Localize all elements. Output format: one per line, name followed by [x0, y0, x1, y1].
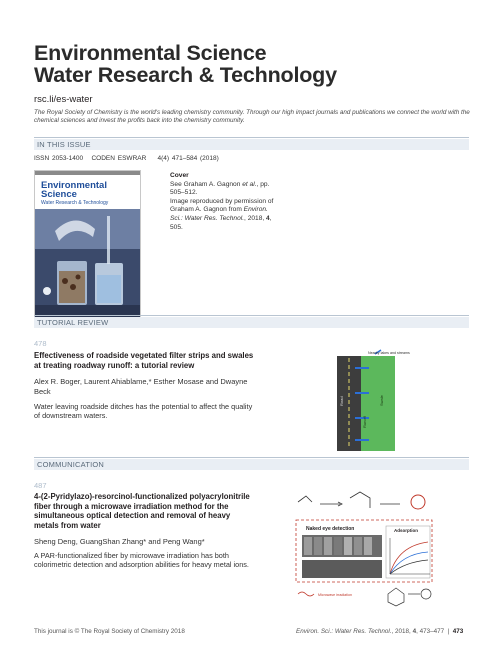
- article-graphic-fiber: [290, 490, 440, 610]
- journal-url[interactable]: rsc.li/es-water: [34, 94, 93, 105]
- graphic-label-microwave: Microwave irradiation: [318, 593, 352, 597]
- cover-title-2: Science: [41, 189, 77, 200]
- article-page-number: 478: [34, 339, 47, 348]
- article-abstract: Water leaving roadside ditches has the potential to affect the quality of downstream waters.: [34, 402, 253, 421]
- volume: 4(4) 471–584 (2018): [157, 155, 219, 162]
- issue-meta: [34, 155, 219, 162]
- footer-copyright: This journal is © The Royal Society of Chemistry 2018: [34, 628, 185, 635]
- graphic-label-road: Road: [339, 396, 344, 406]
- cover-see: See Graham A. Gagnon et al., pp. 505–512.: [170, 180, 270, 197]
- cover-caption: [170, 172, 280, 232]
- cover-image[interactable]: [34, 170, 141, 320]
- graphic-label-naked-eye: Naked eye detection: [306, 526, 355, 532]
- article-page-number: 487: [34, 481, 47, 490]
- article-title[interactable]: Effectiveness of roadside vegetated filter strips and swales at treating roadway runoff: a tutorial review: [34, 351, 254, 370]
- section-in-this-issue: IN THIS ISSUE: [34, 139, 469, 150]
- article-abstract: A PAR-functionalized fiber by microwave irradiation has both colorimetric detection and adsorption abilities for heavy metal ions.: [34, 551, 249, 570]
- graphic-label-runoff: Runoff: [362, 416, 367, 428]
- footer-separator: |: [447, 628, 450, 635]
- journal-title-line1: Environmental Science: [34, 41, 267, 65]
- coden: CODEN ESWRAR: [91, 155, 147, 162]
- graphic-label-swale: Swale: [379, 395, 384, 406]
- cover-title-3: Water Research & Technology: [41, 200, 109, 206]
- section-communication: COMMUNICATION: [34, 459, 469, 470]
- article-authors: Alex R. Boger, Laurent Ahiablame,* Esther Mosase and Dwayne Beck: [34, 377, 248, 396]
- cover-title-1: Environmental: [41, 180, 107, 191]
- article-graphic-roadside: [335, 348, 433, 451]
- graphic-label-lakes: Nearby lakes and streams: [368, 351, 410, 355]
- section-rule: [34, 457, 469, 458]
- journal-blurb: The Royal Society of Chemistry is the world's leading chemistry community. Through our high impact journals and publications we connect the world with the chemical sciences and invest the profits back into the chemistry community.: [34, 109, 470, 125]
- cover-heading: Cover: [170, 172, 189, 179]
- section-tutorial-review: TUTORIAL REVIEW: [34, 317, 469, 328]
- journal-title-line2: Water Research & Technology: [34, 63, 337, 87]
- cover-credit: Image reproduced by permission of Graham A. Gagnon from Environ. Sci.: Water Res. Technol., 2018, 4, 505.: [170, 197, 274, 231]
- section-rule: [34, 137, 469, 138]
- article-title[interactable]: 4-(2-Pyridylazo)-resorcinol-functionalized polyacrylonitrile fiber through a microwave irradiation method for the simultaneous optical detection and removal of heavy metals from water: [34, 492, 250, 530]
- footer-citation: Environ. Sci.: Water Res. Technol., 2018, 4, 473–477 | 473: [296, 628, 464, 635]
- issn: ISSN 2053-1400: [34, 155, 84, 162]
- page-number: 473: [452, 628, 464, 635]
- graphic-label-adsorption: Adsorption: [394, 528, 418, 533]
- journal-title: [34, 42, 474, 86]
- section-rule: [34, 315, 469, 316]
- article-authors: Sheng Deng, GuangShan Zhang* and Peng Wang*: [34, 537, 205, 546]
